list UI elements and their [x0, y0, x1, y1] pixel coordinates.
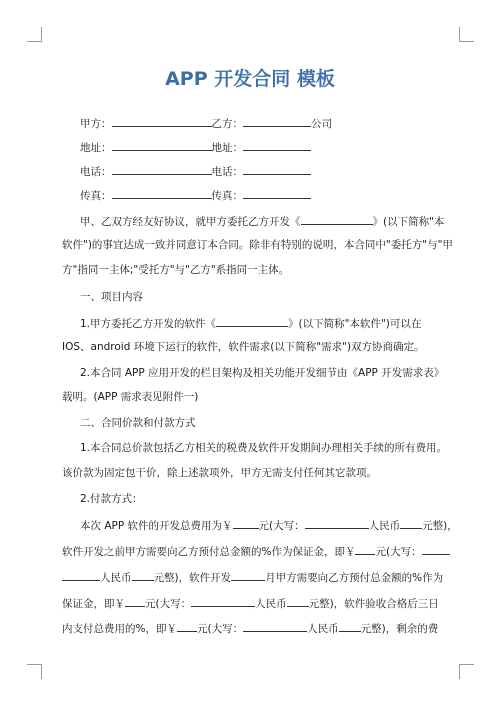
corner-mark-bottom-right	[459, 664, 474, 679]
s2-item1-line-2: 该价款为固定包干价，除上述款项外，甲方无需支付任何其它款项。	[62, 467, 377, 479]
s2-item2-title: 2.付款方式：	[80, 493, 143, 505]
section-2-heading: 二、合同价款和付款方式	[80, 417, 196, 429]
party-row-fax	[80, 188, 452, 203]
second-words-blank[interactable]	[191, 596, 255, 607]
payment-line-2	[62, 544, 452, 559]
payment-l3-text-a: 人民币	[100, 572, 132, 584]
final-words-blank[interactable]	[243, 621, 307, 632]
payment-l5-text-b: 元(大写：	[196, 623, 244, 635]
intro-text-a: 甲、乙双方经友好协议，就甲方委托乙方开发《	[80, 216, 301, 228]
deposit-words-blank[interactable]	[422, 544, 450, 555]
payment-l3-text-b: 元整)，软件开发	[153, 572, 232, 584]
intro-line-2: 软件")的事宜达成一致并同意订本合同。除非有特别的说明，本合同中"委托方"与"甲	[62, 239, 453, 251]
party-a-fax-blank[interactable]	[112, 188, 212, 199]
payment-l5-text-c: 人民币	[307, 623, 339, 635]
s1-item1-text-b: 》(以下简称"本软件")可以在	[288, 318, 422, 330]
deposit-amount-blank[interactable]	[355, 544, 375, 555]
payment-l5-text-d: 元整)，剩余的费	[360, 623, 439, 635]
final-amount-blank[interactable]	[177, 621, 197, 632]
party-row-phone	[80, 164, 452, 179]
document-title: APP 开发合同 模板	[165, 68, 335, 90]
payment-l3-text-c: 月甲方需要向乙方预付总金额的%作为	[265, 572, 444, 584]
payment-l4-text-c: 人民币	[255, 598, 287, 610]
total-rmb-blank[interactable]	[400, 518, 422, 529]
company-suffix: 公司	[311, 118, 332, 130]
second-amount-blank[interactable]	[125, 596, 145, 607]
intro-line-3: 方"指同一主体;"受托方"与"乙方"系指同一主体。	[62, 264, 290, 276]
payment-l1-text-b: 元(大写：	[258, 520, 305, 532]
s1-item1-text-a: 1.甲方委托乙方开发的软件《	[80, 318, 217, 330]
party-a-phone-label: 电话：	[80, 166, 112, 178]
party-row-address	[80, 140, 452, 155]
payment-l1-text-d: 元整)，	[422, 520, 458, 532]
total-amount-words-blank[interactable]	[305, 518, 369, 529]
payment-line-4	[62, 596, 452, 611]
party-a-blank[interactable]	[112, 116, 212, 127]
party-b-phone-blank[interactable]	[243, 164, 311, 175]
s1-item1-line-2: IOS、android 环境下运行的软件，软件需求(以下简称"需求")双方协商确定。	[62, 341, 425, 353]
second-rmb-blank[interactable]	[287, 596, 309, 607]
payment-l5-text-a: 内支付总费用的%，即￥	[62, 623, 177, 635]
party-b-fax-blank[interactable]	[243, 188, 311, 199]
payment-l1-text-c: 人民币	[368, 520, 401, 532]
deposit-rmb-blank[interactable]	[132, 570, 154, 581]
s1-item2-line-1: 2.本合同 APP 应用开发的栏目架构及相关功能开发细节由《APP 开发需求表》	[80, 367, 445, 379]
party-a-phone-blank[interactable]	[112, 164, 212, 175]
party-a-address-label: 地址：	[80, 142, 112, 154]
party-a-fax-label: 传真：	[80, 190, 112, 202]
s1-item2-line-2: 载明。(APP 需求表见附件一)	[62, 391, 199, 403]
intro-text-b: 》(以下简称"本	[372, 216, 445, 228]
party-b-label: 乙方：	[211, 118, 243, 130]
party-row-names	[80, 116, 452, 131]
payment-l4-text-a: 保证金，即￥	[62, 598, 125, 610]
software-name-blank[interactable]	[301, 214, 373, 225]
deposit-words-cont-blank[interactable]	[62, 570, 100, 581]
party-b-address-blank[interactable]	[243, 140, 311, 151]
payment-line-3	[62, 570, 452, 585]
s1-software-name-blank[interactable]	[216, 316, 288, 327]
payment-l2-text-b: 元(大写：	[375, 546, 422, 558]
payment-line-1	[80, 518, 458, 533]
payment-l4-text-b: 元(大写：	[145, 598, 192, 610]
payment-l4-text-d: 元整)，软件验收合格后三日	[308, 598, 439, 610]
dev-month-blank[interactable]	[231, 570, 265, 581]
party-b-fax-label: 传真：	[211, 190, 243, 202]
party-a-label: 甲方：	[80, 118, 112, 130]
party-b-address-label: 地址：	[211, 142, 243, 154]
s2-item1-line-1: 1.本合同总价款包括乙方相关的税费及软件开发期间办理相关手续的所有费用。	[80, 442, 448, 454]
corner-mark-top-right	[459, 27, 474, 42]
party-b-blank[interactable]	[243, 116, 311, 127]
payment-line-5	[62, 621, 452, 636]
party-a-address-blank[interactable]	[112, 140, 212, 151]
final-rmb-blank[interactable]	[339, 621, 361, 632]
intro-line-1	[80, 214, 452, 229]
payment-l1-text-a: 本次 APP 软件的开发总费用为￥	[80, 520, 233, 532]
total-amount-blank[interactable]	[233, 518, 259, 529]
corner-mark-top-left	[27, 27, 42, 42]
s1-item1-line-1	[80, 316, 452, 331]
payment-l2-text-a: 软件开发之前甲方需要向乙方预付总金额的%作为保证金，即￥	[62, 546, 356, 558]
section-1-heading: 一、项目内容	[80, 291, 143, 303]
party-b-phone-label: 电话：	[211, 166, 243, 178]
corner-mark-bottom-left	[27, 664, 42, 679]
